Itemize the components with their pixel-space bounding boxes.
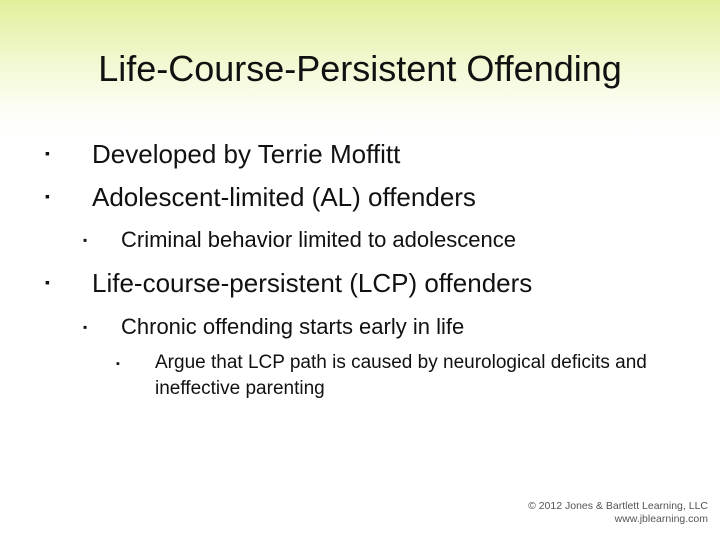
bullet-text: Life-course-persistent (LCP) offenders (92, 268, 533, 298)
sub-bullet-item-chronic-offending (0, 313, 720, 343)
bullet-text: Criminal behavior limited to adolescence (121, 227, 516, 252)
sub-bullet-item-criminal-behavior (0, 226, 720, 256)
bullet-item-developed-by (0, 138, 720, 172)
bullet-item-adolescent-limited (0, 181, 720, 215)
square-bullet-icon: ▪ (45, 188, 50, 204)
bullet-text: Developed by Terrie Moffitt (92, 139, 401, 169)
bullet-text: Adolescent-limited (AL) offenders (92, 182, 476, 212)
copyright-text: © 2012 Jones & Bartlett Learning, LLC (528, 500, 708, 512)
square-bullet-icon: ▪ (45, 145, 50, 161)
website-text: www.jblearning.com (614, 513, 708, 525)
copyright-notice (528, 500, 708, 526)
square-bullet-icon: ▪ (83, 320, 88, 334)
bullet-item-life-course-persistent (0, 267, 720, 301)
slide-title: Life-Course-Persistent Offending (98, 48, 622, 89)
bullet-text: Argue that LCP path is caused by neurological deficits and ineffective parenting (155, 352, 647, 399)
square-bullet-icon: ▪ (83, 233, 88, 247)
sub-sub-bullet-item-argue (0, 350, 720, 406)
square-bullet-icon: ▪ (45, 274, 50, 290)
bullet-text: Chronic offending starts early in life (121, 314, 465, 339)
square-bullet-icon: ▪ (116, 358, 120, 370)
